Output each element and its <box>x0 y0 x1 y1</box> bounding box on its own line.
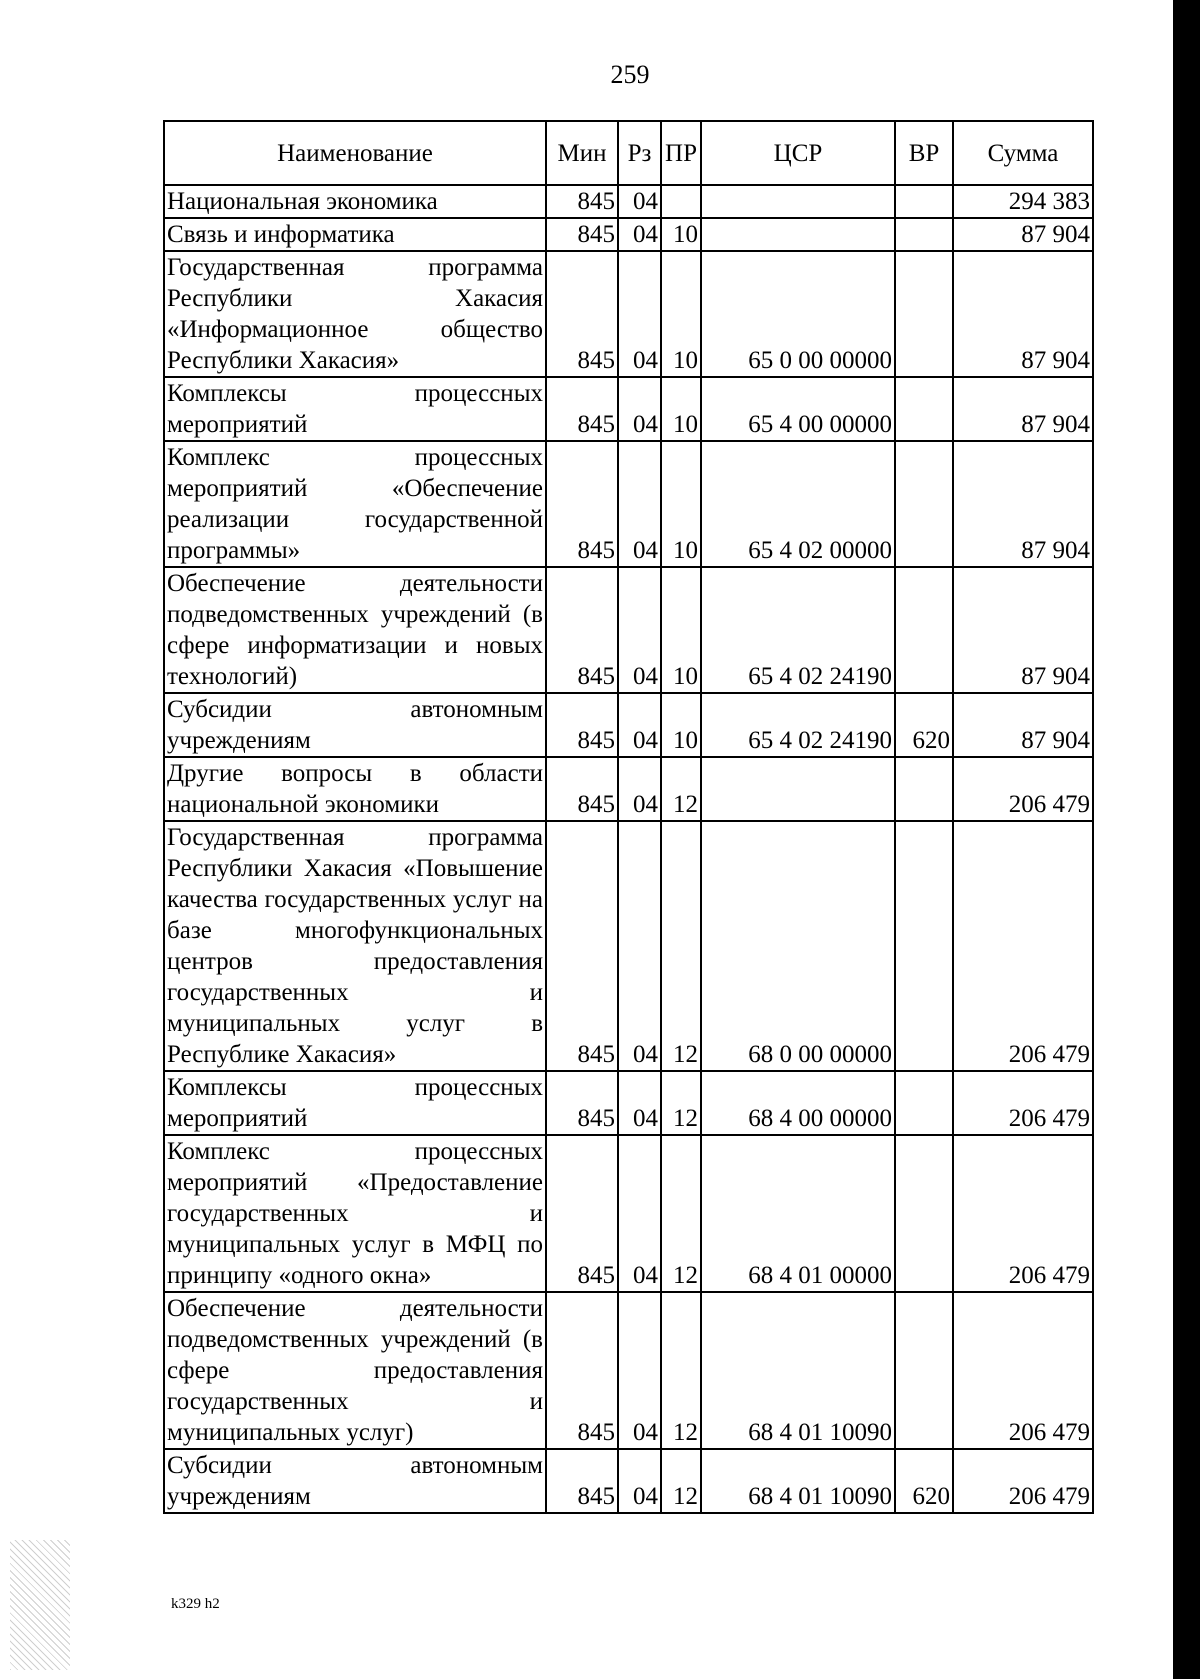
cell-min: 845 <box>546 218 618 251</box>
footer-code: k329 h2 <box>171 1596 220 1612</box>
table-row <box>164 693 1093 757</box>
cell-rz: 04 <box>618 377 661 441</box>
cell-rz: 04 <box>618 757 661 821</box>
cell-rz: 04 <box>618 441 661 567</box>
cell-sum: 87 904 <box>953 441 1093 567</box>
cell-sum: 206 479 <box>953 1135 1093 1292</box>
table-row <box>164 251 1093 377</box>
cell-name: Субсидии автономным учреждениям <box>164 1449 546 1513</box>
cell-pr: 12 <box>661 821 701 1071</box>
cell-vr <box>895 251 953 377</box>
cell-rz: 04 <box>618 567 661 693</box>
cell-name: Обеспечение деятельности подведомственных учреждений (в сфере предоставления государственных и муниципальных услуг) <box>164 1292 546 1449</box>
cell-min: 845 <box>546 377 618 441</box>
table-row <box>164 218 1093 251</box>
cell-csr <box>701 185 895 218</box>
cell-vr: 620 <box>895 693 953 757</box>
column-header-min: Мин <box>546 121 618 185</box>
cell-pr: 10 <box>661 441 701 567</box>
cell-rz: 04 <box>618 1292 661 1449</box>
column-header-vr: ВР <box>895 121 953 185</box>
cell-pr: 12 <box>661 1449 701 1513</box>
page-number: 259 <box>610 60 650 89</box>
cell-pr: 12 <box>661 757 701 821</box>
cell-csr <box>701 757 895 821</box>
cell-min: 845 <box>546 757 618 821</box>
cell-min: 845 <box>546 693 618 757</box>
cell-min: 845 <box>546 567 618 693</box>
cell-sum: 87 904 <box>953 377 1093 441</box>
table-row <box>164 377 1093 441</box>
cell-csr: 65 0 00 00000 <box>701 251 895 377</box>
cell-name: Комплексы процессных мероприятий <box>164 377 546 441</box>
column-header-rz: Рз <box>618 121 661 185</box>
table-row <box>164 185 1093 218</box>
scan-noise <box>10 1540 70 1670</box>
cell-pr: 12 <box>661 1071 701 1135</box>
table-row <box>164 1135 1093 1292</box>
cell-rz: 04 <box>618 185 661 218</box>
cell-csr: 68 4 01 10090 <box>701 1292 895 1449</box>
cell-pr: 12 <box>661 1292 701 1449</box>
cell-min: 845 <box>546 1449 618 1513</box>
column-header-csr: ЦСР <box>701 121 895 185</box>
budget-table <box>163 120 1094 1514</box>
cell-min: 845 <box>546 1292 618 1449</box>
cell-csr <box>701 218 895 251</box>
cell-name: Субсидии автономным учреждениям <box>164 693 546 757</box>
cell-vr: 620 <box>895 1449 953 1513</box>
cell-vr <box>895 1071 953 1135</box>
cell-csr: 65 4 02 24190 <box>701 567 895 693</box>
cell-pr: 10 <box>661 693 701 757</box>
table-row <box>164 567 1093 693</box>
cell-rz: 04 <box>618 1071 661 1135</box>
cell-rz: 04 <box>618 1135 661 1292</box>
table-header-row <box>164 121 1093 185</box>
cell-sum: 206 479 <box>953 757 1093 821</box>
cell-csr: 68 4 01 10090 <box>701 1449 895 1513</box>
cell-name: Комплексы процессных мероприятий <box>164 1071 546 1135</box>
table-row <box>164 757 1093 821</box>
cell-vr <box>895 441 953 567</box>
cell-sum: 87 904 <box>953 218 1093 251</box>
cell-pr: 10 <box>661 567 701 693</box>
cell-vr <box>895 1292 953 1449</box>
cell-min: 845 <box>546 821 618 1071</box>
table-row <box>164 1071 1093 1135</box>
table-row <box>164 821 1093 1071</box>
cell-sum: 87 904 <box>953 693 1093 757</box>
cell-vr <box>895 377 953 441</box>
cell-name: Обеспечение деятельности подведомственных учреждений (в сфере информатизации и новых технологий) <box>164 567 546 693</box>
cell-name: Комплекс процессных мероприятий «Предоставление государственных и муниципальных услуг в МФЦ по принципу «одного окна» <box>164 1135 546 1292</box>
cell-vr <box>895 185 953 218</box>
scan-edge-shadow <box>1173 0 1200 1679</box>
cell-min: 845 <box>546 185 618 218</box>
cell-vr <box>895 757 953 821</box>
cell-pr: 12 <box>661 1135 701 1292</box>
cell-min: 845 <box>546 251 618 377</box>
column-header-sum: Сумма <box>953 121 1093 185</box>
cell-rz: 04 <box>618 1449 661 1513</box>
cell-min: 845 <box>546 1071 618 1135</box>
cell-rz: 04 <box>618 693 661 757</box>
cell-sum: 206 479 <box>953 821 1093 1071</box>
cell-name: Государственная программа Республики Хакасия «Информационное общество Республики Хакасия» <box>164 251 546 377</box>
cell-vr <box>895 1135 953 1292</box>
cell-sum: 206 479 <box>953 1292 1093 1449</box>
cell-name: Комплекс процессных мероприятий «Обеспечение реализации государственной программы» <box>164 441 546 567</box>
table-row <box>164 1292 1093 1449</box>
cell-min: 845 <box>546 1135 618 1292</box>
cell-sum: 87 904 <box>953 251 1093 377</box>
cell-name: Национальная экономика <box>164 185 546 218</box>
cell-pr: 10 <box>661 218 701 251</box>
cell-sum: 294 383 <box>953 185 1093 218</box>
cell-pr: 10 <box>661 377 701 441</box>
cell-name: Связь и информатика <box>164 218 546 251</box>
table-row <box>164 441 1093 567</box>
cell-csr: 68 4 01 00000 <box>701 1135 895 1292</box>
column-header-pr: ПР <box>661 121 701 185</box>
cell-pr: 10 <box>661 251 701 377</box>
cell-csr: 65 4 02 24190 <box>701 693 895 757</box>
cell-sum: 206 479 <box>953 1449 1093 1513</box>
cell-vr <box>895 821 953 1071</box>
cell-csr: 65 4 00 00000 <box>701 377 895 441</box>
cell-pr <box>661 185 701 218</box>
cell-csr: 68 4 00 00000 <box>701 1071 895 1135</box>
cell-csr: 65 4 02 00000 <box>701 441 895 567</box>
cell-rz: 04 <box>618 218 661 251</box>
cell-name: Другие вопросы в области национальной экономики <box>164 757 546 821</box>
cell-sum: 206 479 <box>953 1071 1093 1135</box>
cell-min: 845 <box>546 441 618 567</box>
cell-name: Государственная программа Республики Хакасия «Повышение качества государственных услуг на базе многофункциональных центров предоставления государственных и муниципальных услуг в Республике Хакасия» <box>164 821 546 1071</box>
cell-vr <box>895 567 953 693</box>
cell-sum: 87 904 <box>953 567 1093 693</box>
cell-csr: 68 0 00 00000 <box>701 821 895 1071</box>
table-row <box>164 1449 1093 1513</box>
cell-vr <box>895 218 953 251</box>
cell-rz: 04 <box>618 821 661 1071</box>
column-header-name: Наименование <box>164 121 546 185</box>
cell-rz: 04 <box>618 251 661 377</box>
table-body <box>164 185 1093 1513</box>
